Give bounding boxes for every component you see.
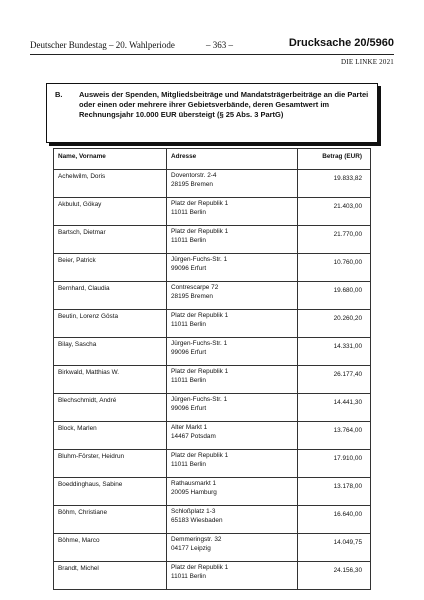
donor-name: Beutin, Lorenz Gösta bbox=[54, 310, 167, 338]
table-header-row bbox=[54, 149, 371, 170]
address-street: Schloßplatz 1-3 bbox=[171, 508, 216, 515]
address-street: Jürgen-Fuchs-Str. 1 bbox=[171, 256, 228, 263]
address-city: 28195 Bremen bbox=[171, 180, 213, 188]
table-row bbox=[54, 478, 371, 506]
address-street: Platz der Republik 1 bbox=[171, 200, 229, 207]
donor-address bbox=[167, 310, 298, 338]
table-row bbox=[54, 226, 371, 254]
address-street: Platz der Republik 1 bbox=[171, 312, 229, 319]
address-street: Contrescarpe 72 bbox=[171, 284, 219, 291]
donor-address bbox=[167, 198, 298, 226]
donor-address bbox=[167, 170, 298, 198]
donor-name: Böhm, Christiane bbox=[54, 506, 167, 534]
section-title: Ausweis der Spenden, Mitgliedsbeiträge und Mandatsträgerbeiträge an die Partei oder einen oder mehrere ihrer Gebietsverbände, deren Gesamtwert im Rechnungsjahr 10.000 EUR übersteigt (§ 25 Abs. 3 PartG) bbox=[79, 90, 369, 119]
table-row bbox=[54, 366, 371, 394]
address-city: 65183 Wiesbaden bbox=[171, 516, 223, 524]
address-street: Platz der Republik 1 bbox=[171, 564, 229, 571]
donation-amount: 21.403,00 bbox=[298, 198, 371, 226]
address-street: Alter Markt 1 bbox=[171, 424, 208, 431]
address-street: Rathausmarkt 1 bbox=[171, 480, 217, 487]
donor-address bbox=[167, 478, 298, 506]
address-city: 04177 Leipzig bbox=[171, 544, 211, 552]
donation-amount: 13.178,00 bbox=[298, 478, 371, 506]
page-header bbox=[30, 38, 394, 52]
address-street: Demmeringstr. 32 bbox=[171, 536, 222, 543]
address-street: Platz der Republik 1 bbox=[171, 228, 229, 235]
donor-address bbox=[167, 226, 298, 254]
donor-name: Blechschmidt, André bbox=[54, 394, 167, 422]
donation-amount: 14.331,00 bbox=[298, 338, 371, 366]
donor-address bbox=[167, 422, 298, 450]
address-city: 99096 Erfurt bbox=[171, 348, 207, 356]
table-row bbox=[54, 422, 371, 450]
document-number: Drucksache 20/5960 bbox=[288, 37, 394, 49]
donation-amount: 13.764,00 bbox=[298, 422, 371, 450]
donor-address bbox=[167, 562, 298, 590]
address-city: 28195 Bremen bbox=[171, 292, 213, 300]
table-row bbox=[54, 534, 371, 562]
header-rule bbox=[30, 54, 394, 55]
address-city: 99096 Erfurt bbox=[171, 264, 207, 272]
donor-name: Bilay, Sascha bbox=[54, 338, 167, 366]
donation-amount: 10.760,00 bbox=[298, 254, 371, 282]
table-row bbox=[54, 506, 371, 534]
party-label: DIE LINKE 2021 bbox=[341, 58, 394, 66]
section-heading-box bbox=[46, 83, 378, 143]
donation-amount: 14.049,75 bbox=[298, 534, 371, 562]
table-row bbox=[54, 394, 371, 422]
section-number: B. bbox=[55, 90, 63, 99]
donation-amount: 16.640,00 bbox=[298, 506, 371, 534]
table-row bbox=[54, 170, 371, 198]
address-city: 11011 Berlin bbox=[171, 572, 206, 580]
donor-name: Bernhard, Claudia bbox=[54, 282, 167, 310]
table-row bbox=[54, 198, 371, 226]
donor-name: Block, Marlen bbox=[54, 422, 167, 450]
table-row bbox=[54, 254, 371, 282]
donor-address bbox=[167, 254, 298, 282]
column-header-amount: Betrag (EUR) bbox=[298, 149, 371, 170]
page-number: – 363 – bbox=[206, 40, 233, 50]
parliament-label: Deutscher Bundestag – 20. Wahlperiode bbox=[30, 40, 175, 50]
donor-name: Achelwilm, Doris bbox=[54, 170, 167, 198]
donor-address bbox=[167, 534, 298, 562]
address-city: 11011 Berlin bbox=[171, 320, 206, 328]
address-street: Jürgen-Fuchs-Str. 1 bbox=[171, 396, 228, 403]
address-city: 11011 Berlin bbox=[171, 376, 206, 384]
donor-address bbox=[167, 338, 298, 366]
table-row bbox=[54, 310, 371, 338]
donor-name: Akbulut, Gökay bbox=[54, 198, 167, 226]
table-row bbox=[54, 338, 371, 366]
donation-amount: 21.770,00 bbox=[298, 226, 371, 254]
donation-amount: 24.156,30 bbox=[298, 562, 371, 590]
address-street: Jürgen-Fuchs-Str. 1 bbox=[171, 340, 228, 347]
donor-name: Böhme, Marco bbox=[54, 534, 167, 562]
donor-name: Beier, Patrick bbox=[54, 254, 167, 282]
donor-address bbox=[167, 450, 298, 478]
address-street: Doventorstr. 2-4 bbox=[171, 172, 217, 179]
donation-amount: 14.441,30 bbox=[298, 394, 371, 422]
donor-name: Brandt, Michel bbox=[54, 562, 167, 590]
donation-amount: 19.833,82 bbox=[298, 170, 371, 198]
donation-amount: 26.177,40 bbox=[298, 366, 371, 394]
address-city: 14467 Potsdam bbox=[171, 432, 216, 440]
address-city: 11011 Berlin bbox=[171, 236, 206, 244]
donor-address bbox=[167, 282, 298, 310]
table-row bbox=[54, 562, 371, 590]
donation-amount: 17.910,00 bbox=[298, 450, 371, 478]
donor-address bbox=[167, 506, 298, 534]
table-row bbox=[54, 282, 371, 310]
donor-name: Bluhm-Förster, Heidrun bbox=[54, 450, 167, 478]
donor-name: Boeddinghaus, Sabine bbox=[54, 478, 167, 506]
table-row bbox=[54, 450, 371, 478]
donation-amount: 19.680,00 bbox=[298, 282, 371, 310]
donation-amount: 20.260,20 bbox=[298, 310, 371, 338]
donor-address bbox=[167, 394, 298, 422]
donations-table bbox=[53, 148, 371, 590]
address-street: Platz der Republik 1 bbox=[171, 368, 229, 375]
address-city: 99096 Erfurt bbox=[171, 404, 207, 412]
donor-name: Bartsch, Dietmar bbox=[54, 226, 167, 254]
table-body bbox=[54, 170, 371, 590]
address-city: 11011 Berlin bbox=[171, 208, 206, 216]
donor-name: Birkwald, Matthias W. bbox=[54, 366, 167, 394]
column-header-address: Adresse bbox=[167, 149, 298, 170]
address-city: 11011 Berlin bbox=[171, 460, 206, 468]
address-city: 20095 Hamburg bbox=[171, 488, 217, 496]
address-street: Platz der Republik 1 bbox=[171, 452, 229, 459]
donor-address bbox=[167, 366, 298, 394]
column-header-name: Name, Vorname bbox=[54, 149, 167, 170]
